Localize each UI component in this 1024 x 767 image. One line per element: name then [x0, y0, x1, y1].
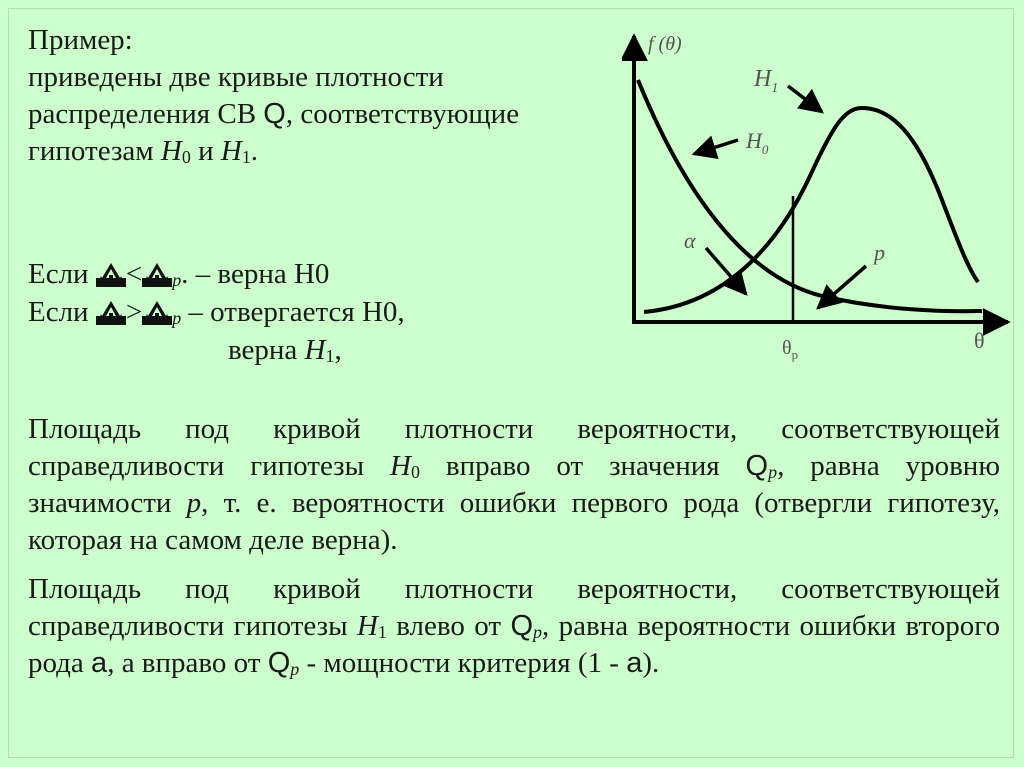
- alpha-label: α: [684, 228, 696, 253]
- hypothesis-h1: H: [220, 135, 242, 167]
- alpha-symbol: a: [626, 647, 643, 679]
- h0-density-curve: [638, 80, 982, 311]
- p1-text-3: , равна уровню значимости: [28, 450, 1000, 519]
- comma: ,: [334, 334, 342, 366]
- rule-accept-text: . – верна Н0: [181, 258, 330, 290]
- rule-reject-text: – отвергается Н0,: [181, 296, 405, 328]
- intro-line-1: приведены две кривые плотности: [28, 61, 444, 93]
- significance-p: p: [186, 487, 202, 519]
- rule-h1-text: верна: [228, 334, 305, 366]
- theta-symbol-icon: [142, 263, 172, 287]
- intro-line-3: [28, 133, 618, 170]
- p1-text-1: Площадь под кривой плотности вероятности, соответствующей справедливости гипотезы: [28, 413, 1000, 482]
- less-than-sign: <: [125, 258, 143, 290]
- h1-density-curve: [644, 108, 978, 312]
- q-subscript: p: [533, 622, 542, 642]
- hypothesis-h0-sub: 0: [181, 147, 191, 167]
- h0-label-sub: 0: [761, 142, 769, 157]
- p1-text-2: вправо от значения: [419, 450, 746, 482]
- h1-pointer-arrow: [788, 86, 822, 112]
- p2-text-4: , а вправо от: [107, 647, 268, 679]
- p2-text-3: , равна вероятности ошибки второго рода: [28, 610, 1000, 679]
- p2-text-1: Площадь под кривой плотности вероятности, соответствующей справедливости гипотезы: [28, 573, 1000, 642]
- paragraph-type-one-error: [28, 411, 1000, 559]
- h1-label-letter: H: [754, 66, 772, 92]
- h0-label: [745, 128, 769, 157]
- p-label: p: [874, 240, 885, 265]
- p2-text-5: - мощности критерия (1 -: [299, 647, 627, 679]
- random-variable-q: Q: [510, 610, 533, 642]
- theta-symbol-icon: [142, 301, 172, 325]
- y-axis-label: f (θ): [648, 33, 682, 55]
- theta-symbol-icon: [96, 301, 126, 325]
- q-subscript: p: [768, 462, 778, 482]
- paragraph-type-two-error: [28, 571, 1000, 682]
- rule-if: Если: [28, 258, 96, 290]
- threshold-label: [782, 337, 798, 362]
- hypothesis-h1: H: [356, 610, 378, 642]
- h1-label-sub: 1: [771, 81, 779, 96]
- rule-if: Если: [28, 296, 96, 328]
- greater-than-sign: >: [125, 296, 143, 328]
- x-axis-label: θ: [974, 328, 985, 353]
- theta-symbol-icon: [96, 263, 126, 287]
- critical-subscript: p: [172, 308, 182, 328]
- intro-line-2: [28, 96, 618, 133]
- p2-text-6: ).: [642, 647, 660, 679]
- intro-text: [28, 22, 618, 170]
- intro-line-3-text: гипотезам: [28, 135, 161, 167]
- hypothesis-h0-sub: 0: [410, 462, 420, 482]
- p1-text-4: , т. е. вероятности ошибки первого рода (отвергли гипотезу, которая на самом деле верна).: [28, 487, 1000, 556]
- p2-text-2: влево от: [386, 610, 511, 642]
- threshold-sub: p: [791, 347, 799, 362]
- h0-label-letter: H: [746, 128, 762, 153]
- intro-line-2-end: , соответствующие: [285, 98, 520, 130]
- intro-line-2-text: распределения СВ: [28, 98, 264, 130]
- hypothesis-h0: H: [160, 135, 182, 167]
- hypothesis-h1-sub: 1: [241, 147, 251, 167]
- threshold-theta: θ: [782, 337, 792, 359]
- hypothesis-h1-sub: 1: [325, 346, 335, 366]
- rule-accept: [28, 255, 588, 293]
- random-variable-q: Q: [745, 450, 769, 482]
- density-curves-diagram: [622, 28, 1014, 368]
- critical-subscript: p: [172, 270, 182, 290]
- random-variable-q: Q: [267, 647, 291, 679]
- rule-reject: [28, 293, 588, 331]
- h1-label: [753, 66, 778, 96]
- random-variable-q: Q: [263, 98, 286, 130]
- h0-pointer-arrow: [694, 140, 738, 154]
- hypothesis-h0: H: [390, 450, 411, 482]
- hypothesis-h1-sub: 1: [377, 622, 387, 642]
- q-subscript: p: [290, 659, 300, 679]
- conjunction: и: [190, 135, 221, 167]
- rule-h1-true: [28, 331, 588, 369]
- decision-rules: [28, 255, 588, 369]
- example-title: Пример:: [28, 24, 133, 56]
- alpha-symbol: a: [91, 647, 108, 679]
- intro-period: .: [250, 135, 259, 167]
- hypothesis-h1: H: [304, 334, 326, 366]
